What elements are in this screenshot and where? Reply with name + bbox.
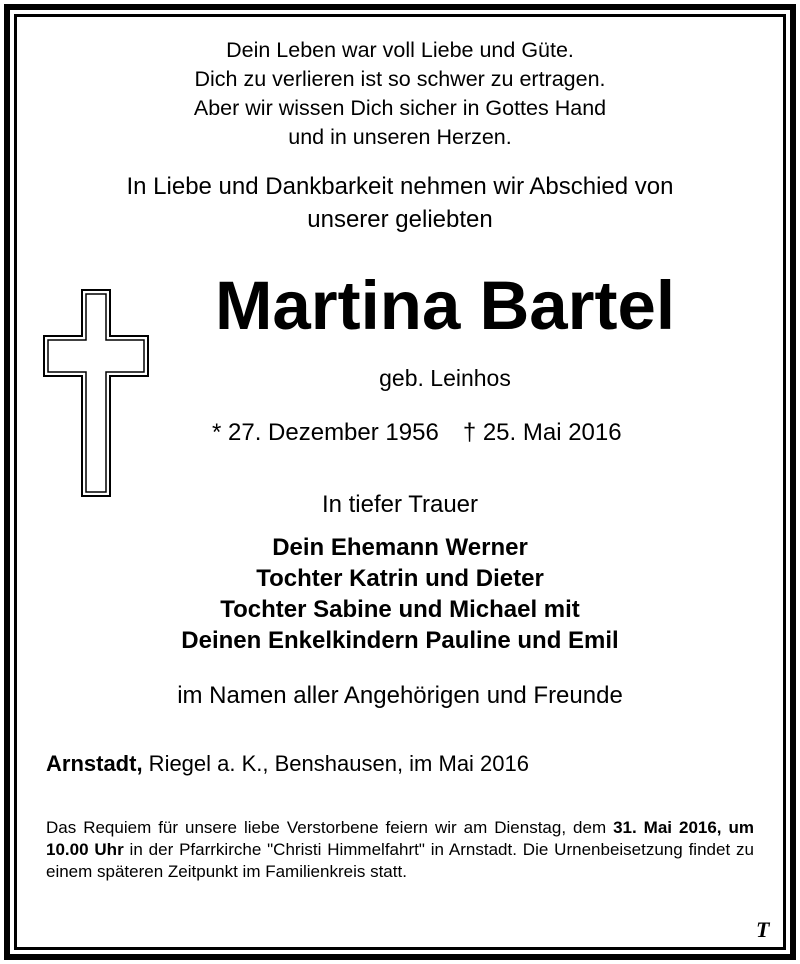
notice-datetime: 31. Mai 2016, um 10.00 Uhr [46, 818, 754, 859]
publisher-mark: T [756, 917, 770, 942]
service-notice [46, 817, 754, 883]
family-member: Deinen Enkelkindern Pauline und Emil [181, 627, 619, 654]
family-list [0, 532, 800, 656]
poem [0, 36, 800, 152]
life-dates [212, 418, 622, 448]
poem-line: Aber wir wissen Dich sicher in Gottes Hand [193, 96, 607, 120]
maiden-name: geb. Leinhos [379, 365, 511, 391]
notice-text: Das Requiem für unsere liebe Verstorbene feiern wir am Dienstag, dem [46, 818, 614, 837]
intro-line: unserer geliebten [307, 206, 493, 233]
mourning-line: In tiefer Trauer [321, 491, 479, 518]
poem-line: Dich zu verlieren ist so schwer zu ertragen. [194, 67, 606, 91]
intro-line: In Liebe und Dankbarkeit nehmen wir Abschied von [126, 173, 674, 200]
family-member: Tochter Katrin und Dieter [256, 565, 544, 592]
place-rest: Riegel a. K., Benshausen, im Mai 2016 [142, 751, 530, 776]
family-member: Dein Ehemann Werner [272, 534, 528, 561]
poem-line: Dein Leben war voll Liebe und Güte. [226, 38, 574, 62]
place-main: Arnstadt, [46, 751, 143, 776]
deceased-name: Martina Bartel [214, 267, 676, 344]
notice-text: in der Pfarrkirche "Christi Himmelfahrt" in Arnstadt. Die Urnenbeisetzung findet zu einem späteren Zeitpunkt im Familienkreis statt. [46, 840, 754, 881]
intro [0, 170, 800, 236]
death-date: † 25. Mai 2016 [462, 419, 622, 446]
family-member: Tochter Sabine und Michael mit [220, 596, 580, 623]
latin-cross-icon [42, 288, 150, 498]
poem-line: und in unseren Herzen. [288, 125, 512, 149]
birth-date: * 27. Dezember 1956 [212, 419, 439, 446]
behalf-line: im Namen aller Angehörigen und Freunde [177, 682, 623, 709]
place-date-line [46, 750, 529, 778]
